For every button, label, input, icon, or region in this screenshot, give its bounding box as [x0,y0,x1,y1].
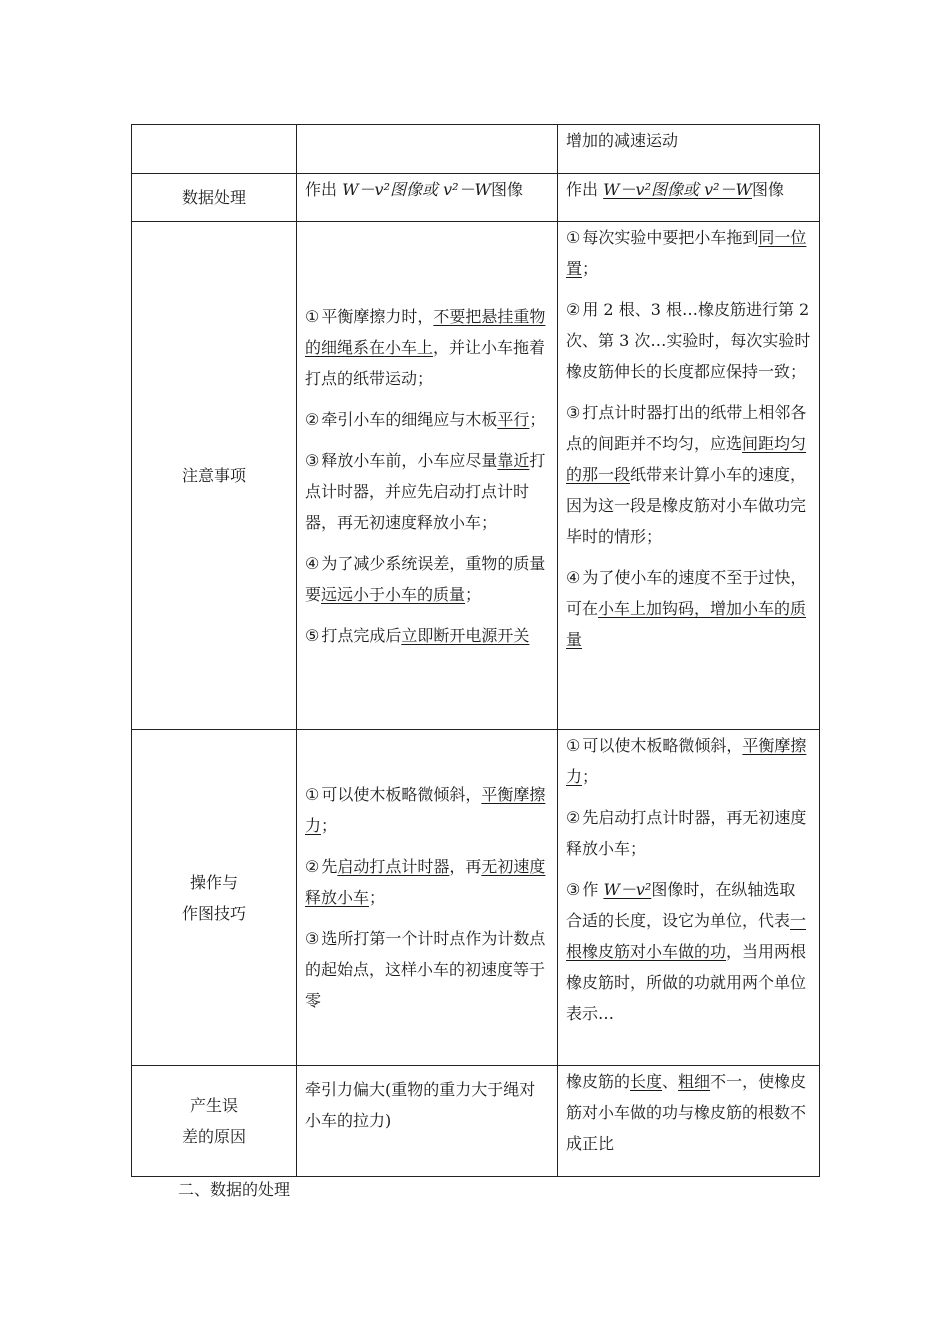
table-cell [297,1066,558,1177]
row-label-text: 作图技巧 [181,903,246,923]
item-number: ⑤ [305,625,320,645]
list-item [566,802,811,864]
list-item [305,779,549,841]
table-row-operations [132,730,820,1066]
table-cell-continued-text [558,125,820,174]
table-cell [297,174,558,222]
section-heading: 二、数据的处理 [178,1180,291,1199]
item-number: ② [566,300,581,319]
table-cell [558,174,820,222]
item-text: 打点计时器，并应先启动打点计时器，再无初速度释放小车； [305,450,546,532]
item-text: 可以使木板略微倾斜， [321,785,482,804]
row-label-text: 注意事项 [181,466,246,485]
cell-text: 、 [662,1072,679,1091]
underlined-text: 平衡摩擦力 [305,785,546,835]
underlined-text: 立即断开电源开关 [401,625,530,645]
list-item [305,548,549,610]
list-item [305,923,549,1016]
list-item [566,562,811,655]
list-item [566,874,811,1029]
row-label-data-processing [132,174,297,222]
item-text: 纸带来计算小车的速度，因为这一段是橡皮筋对小车做功完毕时的情形； [566,465,807,546]
underlined-text: 启动打点计时器 [337,857,450,876]
row-label-error [132,1066,297,1177]
item-number: ③ [305,450,320,470]
list-item [566,294,811,387]
item-text: ； [582,767,599,786]
formula-text: W－v²图像或 v²－W [603,180,752,199]
item-number: ③ [566,880,581,899]
item-text: 先 [321,857,338,876]
item-number: ② [305,857,320,876]
table-row-error [132,1066,820,1177]
table-row-data-processing [132,174,820,222]
cell-text: 不一，使橡皮筋对小车做的功与橡皮筋的根数不成正比 [566,1072,807,1153]
row-label-text: 操作与 [189,872,238,892]
item-text: ，当用两根橡皮筋时，所做的功就用两个单位表示… [566,942,807,1023]
item-text: 打点计时器打出的纸带上相邻各点的间距并不均匀，应选 [566,403,807,453]
item-text: ； [321,816,338,835]
cell-text: 增加的减速运动 [566,131,679,150]
table-cell [558,1066,820,1177]
cell-text: 橡皮筋的 [566,1072,631,1091]
table-row-notes [132,222,820,730]
row-label-text: 差的原因 [181,1127,246,1146]
underlined-text: 小车上加钩码，增加小车的质量 [566,599,807,649]
cell-text: 图像 [490,180,523,199]
table-cell-notes-col3 [558,222,820,730]
underlined-text: 平行 [497,409,530,429]
item-number: ④ [305,553,320,573]
item-text: 每次实验中要把小车拖到 [582,228,759,247]
list-item [305,301,549,394]
item-text: ； [465,584,482,604]
row-label-operations [132,730,297,1066]
item-text: ，并让小车拖着打点的纸带运动； [305,337,546,388]
cell-text: 牵引力偏大(重物的重力大于绳对小车的拉力) [305,1080,536,1130]
table-cell-empty [132,125,297,174]
item-text: 为了减少系统误差，重物的质量要 [305,553,546,604]
experiment-comparison-table [131,124,820,1177]
table-cell-notes-col2 [297,222,558,730]
row-label-notes [132,222,297,730]
cell-text: 作出 [305,180,343,199]
item-number: ④ [566,568,581,587]
list-item [566,730,811,792]
cell-text: 图像 [751,180,784,199]
underlined-text: 靠近 [497,450,530,470]
underlined-text: 平衡摩擦力 [566,736,807,786]
underlined-text: 一根橡皮筋对小车做的功 [566,911,807,961]
underlined-text: 长度 [630,1072,663,1091]
list-item [305,404,549,435]
item-text: ； [529,409,546,429]
item-text: 为了使小车的速度不至于过快，可在 [566,568,807,618]
item-text: 平衡摩擦力时， [321,306,434,326]
item-number: ① [566,736,581,755]
item-number: ① [305,306,320,326]
table-cell-empty [297,125,558,174]
item-text: 选所打第一个计时点作为计数点的起始点，这样小车的初速度等于零 [305,929,546,1010]
item-text: ； [369,888,386,907]
cell-text: 作出 [566,180,604,199]
item-number: ③ [305,929,320,948]
item-text: 打点完成后 [321,625,402,645]
formula-text: W－v²图像或 v²－W [342,180,491,199]
item-text: 作 [582,880,604,899]
list-item [305,445,549,538]
item-text: 用 2 根、3 根…橡皮筋进行第 2 次、第 3 次…实验时，每次实验时橡皮筋伸长的长度都应保持一致； [566,300,811,381]
list-item [305,620,549,651]
item-text: ； [582,259,599,278]
row-label-text: 数据处理 [181,188,246,207]
underlined-text: 无初速度释放小车 [305,857,546,907]
item-number: ① [305,785,320,804]
underlined-text: 同一位置 [566,228,807,278]
item-text: 释放小车前，小车应尽量 [321,450,498,470]
item-number: ② [305,409,320,429]
underlined-text: 不要把悬挂重物的细绳系在小车上 [305,306,546,357]
underlined-text: 间距均匀的那一段 [566,434,807,484]
table-cell-ops-col2 [297,730,558,1066]
item-text: 可以使木板略微倾斜， [582,736,743,755]
item-text: 牵引小车的细绳应与木板 [321,409,498,429]
table-row-continued [132,125,820,174]
item-text: ，再 [449,857,482,876]
underlined-text: 粗细 [678,1072,711,1091]
item-text: 图像时，在纵轴选取合适的长度，设它为单位，代表 [566,880,796,930]
list-item [566,397,811,552]
item-number: ③ [566,403,581,422]
item-text: 先启动打点计时器，再无初速度释放小车； [566,808,807,858]
underlined-text: W－v² [603,880,652,899]
underlined-text: 远远小于小车的质量 [321,584,466,604]
list-item [305,851,549,913]
row-label-text: 产生误 [189,1096,238,1115]
list-item [566,222,811,284]
table-cell-ops-col3 [558,730,820,1066]
item-number: ① [566,228,581,247]
item-number: ② [566,808,581,827]
